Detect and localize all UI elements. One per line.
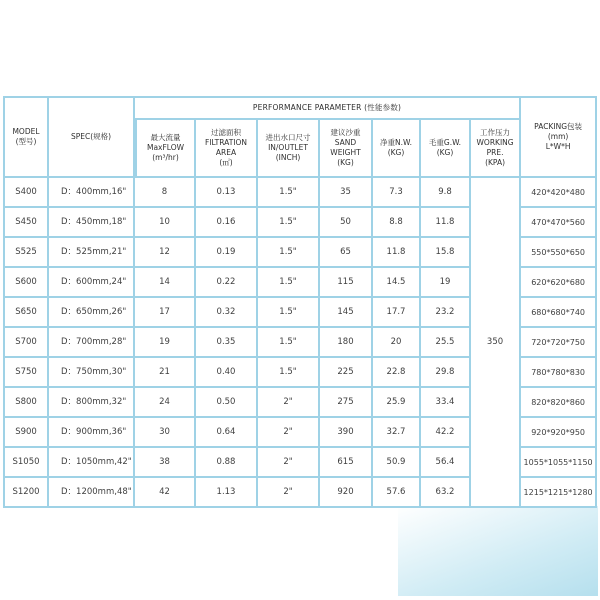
cell-nw: 25.9 (373, 388, 421, 418)
cell-gw: 56.4 (421, 448, 471, 478)
cell-sand: 180 (320, 328, 373, 358)
cell-packing: 720*720*750 (521, 328, 597, 358)
cell-inlet: 1.5" (258, 358, 320, 388)
cell-spec: D：800mm,32" (49, 388, 135, 418)
cell-flow: 10 (135, 208, 196, 238)
cell-sand: 145 (320, 298, 373, 328)
performance-table (3, 96, 597, 508)
cell-area: 0.32 (196, 298, 258, 328)
header-packing: PACKING包装 (mm) L*W*H (521, 96, 597, 178)
cell-model: S450 (3, 208, 49, 238)
header-param-1: 过滤面积 FILTRATION AREA (㎡) (196, 120, 258, 178)
cell-area: 1.13 (196, 478, 258, 508)
cell-gw: 63.2 (421, 478, 471, 508)
cell-nw: 17.7 (373, 298, 421, 328)
cell-spec: D：1050mm,42" (49, 448, 135, 478)
cell-spec: D：900mm,36" (49, 418, 135, 448)
cell-area: 0.13 (196, 178, 258, 208)
cell-flow: 38 (135, 448, 196, 478)
cell-sand: 50 (320, 208, 373, 238)
cell-flow: 17 (135, 298, 196, 328)
cell-model: S400 (3, 178, 49, 208)
cell-nw: 50.9 (373, 448, 421, 478)
background-decoration (398, 506, 598, 596)
cell-inlet: 2" (258, 478, 320, 508)
cell-gw: 23.2 (421, 298, 471, 328)
cell-nw: 22.8 (373, 358, 421, 388)
cell-packing: 1215*1215*1280 (521, 478, 597, 508)
cell-model: S700 (3, 328, 49, 358)
cell-inlet: 2" (258, 448, 320, 478)
cell-packing: 620*620*680 (521, 268, 597, 298)
cell-inlet: 1.5" (258, 178, 320, 208)
cell-spec: D：700mm,28" (49, 328, 135, 358)
cell-sand: 275 (320, 388, 373, 418)
cell-nw: 14.5 (373, 268, 421, 298)
cell-packing: 680*680*740 (521, 298, 597, 328)
header-model: MODEL (型号) (3, 96, 49, 178)
cell-sand: 35 (320, 178, 373, 208)
cell-spec: D：750mm,30" (49, 358, 135, 388)
cell-area: 0.35 (196, 328, 258, 358)
cell-sand: 115 (320, 268, 373, 298)
cell-inlet: 1.5" (258, 298, 320, 328)
cell-area: 0.16 (196, 208, 258, 238)
cell-nw: 57.6 (373, 478, 421, 508)
cell-gw: 25.5 (421, 328, 471, 358)
cell-area: 0.22 (196, 268, 258, 298)
table-row (3, 178, 597, 208)
cell-gw: 33.4 (421, 388, 471, 418)
cell-flow: 24 (135, 388, 196, 418)
cell-working-pressure: 350 (471, 178, 521, 508)
cell-flow: 21 (135, 358, 196, 388)
cell-model: S800 (3, 388, 49, 418)
cell-area: 0.64 (196, 418, 258, 448)
cell-sand: 615 (320, 448, 373, 478)
cell-sand: 65 (320, 238, 373, 268)
cell-nw: 8.8 (373, 208, 421, 238)
cell-model: S650 (3, 298, 49, 328)
cell-packing: 420*420*480 (521, 178, 597, 208)
header-param-3: 建议沙重 SAND WEIGHT (KG) (320, 120, 373, 178)
cell-area: 0.50 (196, 388, 258, 418)
cell-sand: 920 (320, 478, 373, 508)
cell-packing: 780*780*830 (521, 358, 597, 388)
spec-table-container (3, 96, 597, 500)
cell-spec: D：525mm,21" (49, 238, 135, 268)
cell-spec: D：1200mm,48" (49, 478, 135, 508)
cell-inlet: 1.5" (258, 238, 320, 268)
cell-model: S750 (3, 358, 49, 388)
cell-nw: 7.3 (373, 178, 421, 208)
cell-area: 0.40 (196, 358, 258, 388)
cell-packing: 470*470*560 (521, 208, 597, 238)
cell-inlet: 1.5" (258, 268, 320, 298)
cell-sand: 390 (320, 418, 373, 448)
cell-packing: 1055*1055*1150 (521, 448, 597, 478)
cell-model: S525 (3, 238, 49, 268)
cell-inlet: 1.5" (258, 328, 320, 358)
cell-gw: 29.8 (421, 358, 471, 388)
header-spec: SPEC(规格) (49, 96, 135, 178)
cell-spec: D：600mm,24" (49, 268, 135, 298)
cell-flow: 8 (135, 178, 196, 208)
cell-area: 0.19 (196, 238, 258, 268)
header-param-4: 净重N.W. (KG) (373, 120, 421, 178)
header-performance: PERFORMANCE PARAMETER (性能参数) (135, 96, 521, 120)
cell-inlet: 2" (258, 418, 320, 448)
cell-sand: 225 (320, 358, 373, 388)
cell-flow: 19 (135, 328, 196, 358)
cell-flow: 14 (135, 268, 196, 298)
cell-nw: 20 (373, 328, 421, 358)
cell-gw: 19 (421, 268, 471, 298)
header-param-5: 毛重G.W. (KG) (421, 120, 471, 178)
cell-spec: D：650mm,26" (49, 298, 135, 328)
header-param-0: 最大流量 MaxFLOW (m³/hr) (135, 120, 196, 178)
cell-gw: 42.2 (421, 418, 471, 448)
cell-flow: 42 (135, 478, 196, 508)
cell-model: S600 (3, 268, 49, 298)
cell-nw: 11.8 (373, 238, 421, 268)
cell-model: S1200 (3, 478, 49, 508)
cell-spec: D：400mm,16" (49, 178, 135, 208)
cell-gw: 11.8 (421, 208, 471, 238)
header-param-2: 进出水口尺寸 IN/OUTLET (INCH) (258, 120, 320, 178)
cell-flow: 12 (135, 238, 196, 268)
cell-model: S900 (3, 418, 49, 448)
cell-gw: 9.8 (421, 178, 471, 208)
cell-area: 0.88 (196, 448, 258, 478)
header-param-6: 工作压力 WORKING PRE. (KPA) (471, 120, 521, 178)
cell-flow: 30 (135, 418, 196, 448)
cell-spec: D：450mm,18" (49, 208, 135, 238)
cell-inlet: 1.5" (258, 208, 320, 238)
cell-inlet: 2" (258, 388, 320, 418)
cell-packing: 820*820*860 (521, 388, 597, 418)
cell-nw: 32.7 (373, 418, 421, 448)
cell-model: S1050 (3, 448, 49, 478)
cell-packing: 550*550*650 (521, 238, 597, 268)
cell-packing: 920*920*950 (521, 418, 597, 448)
cell-gw: 15.8 (421, 238, 471, 268)
